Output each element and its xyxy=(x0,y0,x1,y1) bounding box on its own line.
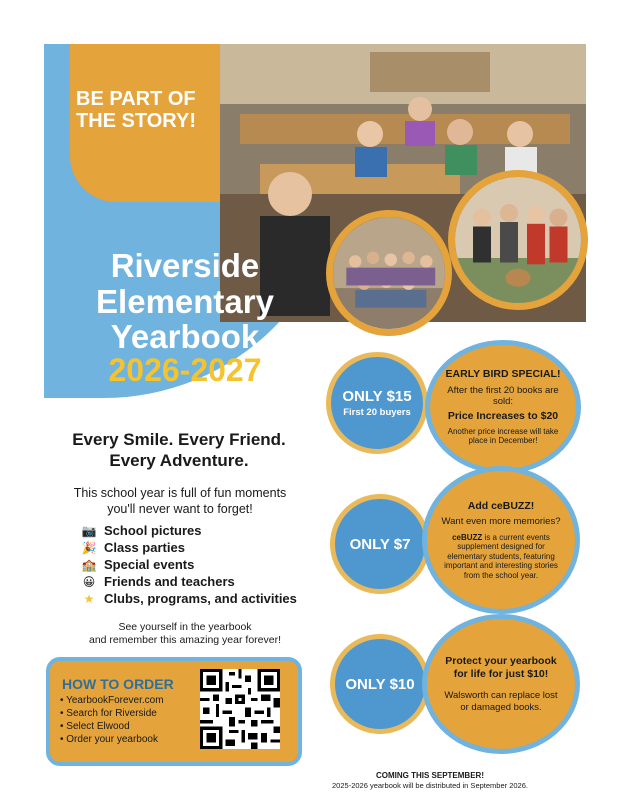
smile-icon: 😀 xyxy=(82,574,96,589)
feature-label: Special events xyxy=(104,557,195,572)
title-line-1: Riverside xyxy=(110,247,260,284)
cebuzz-info xyxy=(422,466,580,614)
feature-label: Friends and teachers xyxy=(104,574,235,589)
price-increase-text: Price Increases to $20 xyxy=(447,410,559,423)
list-item xyxy=(80,556,297,573)
order-step: Select Elwood xyxy=(66,721,130,732)
price-circle-cebuzz xyxy=(330,494,430,594)
star-icon: ★ xyxy=(83,591,95,606)
school-icon: 🏫 xyxy=(81,557,97,572)
distribution-text: 2025-2026 yearbook will be distributed in September 2026. xyxy=(332,781,528,790)
list-item xyxy=(80,590,297,607)
price-circle-protect xyxy=(330,634,430,734)
price-circle-early-bird xyxy=(326,352,428,454)
protect-info xyxy=(422,614,580,754)
protect-text: Walsworth can replace lost or damaged books. xyxy=(444,690,558,713)
list-item xyxy=(80,522,297,539)
students-group-photo xyxy=(448,170,588,310)
cebuzz-question: Want even more memories? xyxy=(441,516,561,528)
cebuzz-brand: ceBUZZ xyxy=(452,532,483,542)
order-steps xyxy=(60,695,164,747)
feature-label: School pictures xyxy=(104,523,202,538)
how-to-order-title: HOW TO ORDER xyxy=(62,676,174,692)
early-bird-text: After the first 20 books are sold: xyxy=(447,384,559,407)
see-text-line-1: See yourself in the yearbook xyxy=(118,621,252,633)
cebuzz-description xyxy=(441,533,561,581)
intro-text: This school year is full of fun moments you'll never want to forget! xyxy=(73,486,287,516)
list-item: • Select Elwood xyxy=(60,721,130,732)
tagline-line-2: Every Adventure. xyxy=(109,450,249,470)
feature-label: Clubs, programs, and activities xyxy=(104,591,297,606)
cebuzz-description-text: is a current events supplement designed for elementary students, featuring important and interesting stories from the school year. xyxy=(444,532,558,580)
early-bird-info xyxy=(425,340,581,474)
price-label: ONLY $15 xyxy=(342,388,412,405)
list-item xyxy=(80,573,297,590)
early-bird-title: EARLY BIRD SPECIAL! xyxy=(445,367,561,380)
december-increase-text: Another price increase will take place in December! xyxy=(447,426,559,446)
order-step: Search for Riverside xyxy=(66,708,157,719)
order-step: Order your yearbook xyxy=(66,734,158,745)
protect-title: Protect your yearbook for life for just $10! xyxy=(445,655,557,680)
coming-soon-text: COMING THIS SEPTEMBER! xyxy=(375,771,484,780)
see-yourself-text xyxy=(70,621,300,647)
price-label: ONLY $10 xyxy=(345,675,415,693)
party-icon: 🎉 xyxy=(81,540,97,555)
camera-icon: 📷 xyxy=(81,523,97,538)
price-label: ONLY $7 xyxy=(349,535,411,553)
feature-list xyxy=(80,522,297,607)
qr-code-icon[interactable] xyxy=(200,669,280,749)
tagline xyxy=(44,430,314,471)
class-photo xyxy=(326,210,452,336)
story-title: BE PART OF THE STORY! xyxy=(76,88,197,133)
price-sub-label: First 20 buyers xyxy=(343,407,411,418)
list-item: • Order your yearbook xyxy=(60,734,158,745)
feature-label: Class parties xyxy=(104,540,185,555)
list-item: • Search for Riverside xyxy=(60,708,157,719)
order-step: YearbookForever.com xyxy=(66,695,164,706)
yearbook-title xyxy=(70,248,300,355)
list-item xyxy=(80,539,297,556)
title-line-2: Elementary xyxy=(96,282,274,320)
tagline-line-1: Every Smile. Every Friend. xyxy=(72,430,286,449)
title-line-3: Yearbook xyxy=(110,318,260,356)
list-item: • YearbookForever.com xyxy=(60,695,164,706)
cebuzz-title: Add ceBUZZ! xyxy=(467,499,535,512)
yearbook-year: 2026-2027 xyxy=(108,352,262,388)
see-text-line-2: and remember this amazing year forever! xyxy=(89,634,281,647)
